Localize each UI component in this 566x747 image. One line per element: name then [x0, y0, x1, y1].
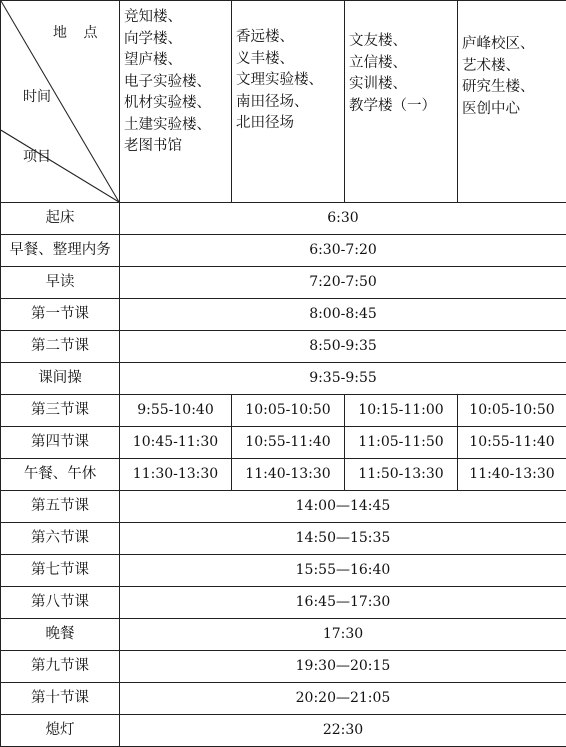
location-group-3 [345, 1, 458, 203]
corner-header-cell [1, 1, 120, 203]
time-cell: 9:35-9:55 [120, 363, 566, 395]
building-name: 立信楼、 [349, 53, 455, 75]
time-cell: 11:30-13:30 [120, 459, 232, 491]
activity-label: 第七节课 [1, 555, 120, 587]
activity-label: 第六节课 [1, 523, 120, 555]
building-name: 实训楼、 [349, 74, 455, 96]
corner-time-label: 时间 [23, 89, 51, 106]
building-name: 土建实验楼、 [124, 115, 229, 137]
activity-label: 第三节课 [1, 395, 120, 427]
activity-label: 第八节课 [1, 587, 120, 619]
time-cell: 8:00-8:45 [120, 299, 566, 331]
building-name: 竞知楼、 [124, 7, 229, 29]
building-name: 望庐楼、 [124, 50, 229, 72]
table-row [1, 715, 566, 747]
corner-item-label: 项目 [23, 149, 51, 166]
time-cell: 11:40-13:30 [232, 459, 345, 491]
table-row [1, 203, 566, 235]
time-cell: 10:45-11:30 [120, 427, 232, 459]
table-row [1, 363, 566, 395]
table-row [1, 459, 566, 491]
building-name: 电子实验楼、 [124, 72, 229, 94]
time-cell: 17:30 [120, 619, 566, 651]
activity-label: 熄灯 [1, 715, 120, 747]
building-name: 南田径场、 [236, 92, 342, 114]
building-name: 庐峰校区、 [462, 34, 564, 56]
header-row [1, 1, 566, 203]
table-row [1, 587, 566, 619]
location-group-1 [120, 1, 232, 203]
time-cell: 14:00—14:45 [120, 491, 566, 523]
building-name: 文友楼、 [349, 31, 455, 53]
corner-location-label: 地 点 [53, 25, 103, 42]
time-cell: 10:55-11:40 [232, 427, 345, 459]
table-row [1, 491, 566, 523]
activity-label: 第十节课 [1, 683, 120, 715]
building-name: 艺术楼、 [462, 56, 564, 78]
location-group-2 [232, 1, 345, 203]
activity-label: 第二节课 [1, 331, 120, 363]
time-cell: 6:30 [120, 203, 566, 235]
building-name: 医创中心 [462, 99, 564, 121]
time-cell: 20:20—21:05 [120, 683, 566, 715]
time-cell: 11:05-11:50 [345, 427, 458, 459]
building-name: 香远楼、 [236, 27, 342, 49]
activity-label: 课间操 [1, 363, 120, 395]
table-row [1, 267, 566, 299]
time-cell: 14:50—15:35 [120, 523, 566, 555]
time-cell: 16:45—17:30 [120, 587, 566, 619]
building-name: 机材实验楼、 [124, 93, 229, 115]
time-cell: 9:55-10:40 [120, 395, 232, 427]
table-row [1, 619, 566, 651]
time-cell: 8:50-9:35 [120, 331, 566, 363]
activity-label: 早餐、整理内务 [1, 235, 120, 267]
time-cell: 19:30—20:15 [120, 651, 566, 683]
time-cell: 10:15-11:00 [345, 395, 458, 427]
activity-label: 第一节课 [1, 299, 120, 331]
building-name: 北田径场 [236, 113, 342, 135]
activity-label: 第九节课 [1, 651, 120, 683]
table-row [1, 395, 566, 427]
activity-label: 晚餐 [1, 619, 120, 651]
building-name: 研究生楼、 [462, 77, 564, 99]
location-group-4 [458, 1, 566, 203]
table-row [1, 555, 566, 587]
table-row [1, 299, 566, 331]
building-name: 向学楼、 [124, 29, 229, 51]
time-cell: 11:50-13:30 [345, 459, 458, 491]
activity-label: 第四节课 [1, 427, 120, 459]
time-cell: 10:55-11:40 [458, 427, 566, 459]
building-name: 文理实验楼、 [236, 70, 342, 92]
time-cell: 10:05-10:50 [232, 395, 345, 427]
time-cell: 11:40-13:30 [458, 459, 566, 491]
activity-label: 早读 [1, 267, 120, 299]
building-name: 义丰楼、 [236, 49, 342, 71]
activity-label: 第五节课 [1, 491, 120, 523]
table-row [1, 427, 566, 459]
time-cell: 22:30 [120, 715, 566, 747]
activity-label: 午餐、午休 [1, 459, 120, 491]
table-row [1, 331, 566, 363]
table-row [1, 523, 566, 555]
table-row [1, 683, 566, 715]
time-cell: 6:30-7:20 [120, 235, 566, 267]
activity-label: 起床 [1, 203, 120, 235]
table-row [1, 235, 566, 267]
building-name: 教学楼（一） [349, 96, 455, 118]
time-cell: 10:05-10:50 [458, 395, 566, 427]
time-cell: 15:55—16:40 [120, 555, 566, 587]
building-name: 老图书馆 [124, 136, 229, 158]
table-row [1, 651, 566, 683]
time-cell: 7:20-7:50 [120, 267, 566, 299]
